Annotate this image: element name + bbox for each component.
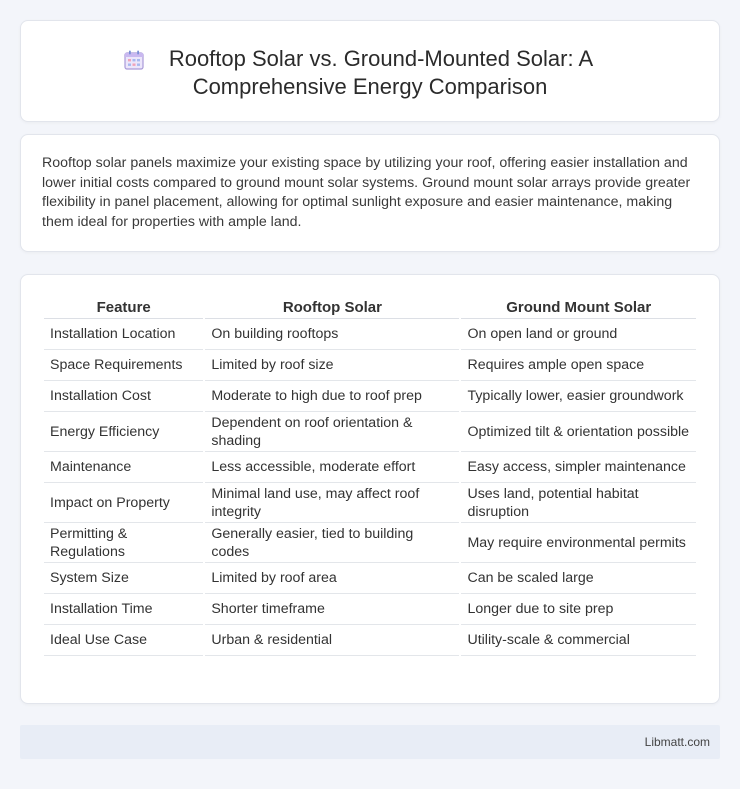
- feature-cell: Impact on Property: [44, 483, 203, 523]
- table-row: [44, 523, 696, 563]
- footer-brand-link[interactable]: Libmatt.com: [644, 735, 710, 749]
- intro-card: [20, 134, 720, 252]
- rooftop-cell: Generally easier, tied to building codes: [205, 523, 459, 563]
- header-ground-mount-solar: Ground Mount Solar: [461, 293, 696, 319]
- table-row: [44, 483, 696, 523]
- ground-mount-cell: May require environmental permits: [461, 523, 696, 563]
- ground-mount-cell: Uses land, potential habitat disruption: [461, 483, 696, 523]
- page-title: [21, 45, 719, 101]
- feature-cell: Installation Location: [44, 319, 203, 350]
- page-title-line-1: Rooftop Solar vs. Ground-Mounted Solar: A: [168, 46, 594, 71]
- feature-cell: Permitting & Regulations: [44, 523, 203, 563]
- rooftop-cell: Limited by roof area: [205, 563, 459, 594]
- ground-mount-cell: Utility-scale & commercial: [461, 625, 696, 656]
- footer-bar: [20, 725, 720, 759]
- table-row: [44, 350, 696, 381]
- rooftop-cell: Limited by roof size: [205, 350, 459, 381]
- intro-paragraph: Rooftop solar panels maximize your existing space by utilizing your roof, offering easier installation and lower initial costs compared to ground mount solar systems. Ground mount solar arrays provide greater flexibility in panel placement, allowing for optimal sunlight exposure and easier maintenance, making them ideal for properties with ample land.: [42, 155, 691, 230]
- ground-mount-cell: Can be scaled large: [461, 563, 696, 594]
- table-row: [44, 381, 696, 412]
- rooftop-cell: Dependent on roof orientation & shading: [205, 412, 459, 452]
- rooftop-cell: Minimal land use, may affect roof integrity: [205, 483, 459, 523]
- table-row: [44, 412, 696, 452]
- title-card: [20, 20, 720, 122]
- rooftop-cell: Less accessible, moderate effort: [205, 452, 459, 483]
- table-row: [44, 452, 696, 483]
- feature-cell: Maintenance: [44, 452, 203, 483]
- rooftop-cell: Shorter timeframe: [205, 594, 459, 625]
- rooftop-cell: Urban & residential: [205, 625, 459, 656]
- feature-cell: Ideal Use Case: [44, 625, 203, 656]
- header-rooftop-solar: Rooftop Solar: [205, 293, 459, 319]
- feature-cell: Space Requirements: [44, 350, 203, 381]
- page-title-line-2: Comprehensive Energy Comparison: [192, 74, 548, 99]
- ground-mount-cell: On open land or ground: [461, 319, 696, 350]
- ground-mount-cell: Longer due to site prep: [461, 594, 696, 625]
- ground-mount-cell: Typically lower, easier groundwork: [461, 381, 696, 412]
- comparison-table: [42, 293, 698, 656]
- table-row: [44, 319, 696, 350]
- feature-cell: Energy Efficiency: [44, 412, 203, 452]
- rooftop-cell: Moderate to high due to roof prep: [205, 381, 459, 412]
- feature-cell: Installation Cost: [44, 381, 203, 412]
- feature-cell: Installation Time: [44, 594, 203, 625]
- table-row: [44, 563, 696, 594]
- header-feature: Feature: [44, 293, 203, 319]
- table-header-row: [44, 293, 696, 319]
- comparison-table-card: [20, 274, 720, 704]
- ground-mount-cell: Optimized tilt & orientation possible: [461, 412, 696, 452]
- ground-mount-cell: Easy access, simpler maintenance: [461, 452, 696, 483]
- table-row: [44, 625, 696, 656]
- table-row: [44, 594, 696, 625]
- ground-mount-cell: Requires ample open space: [461, 350, 696, 381]
- feature-cell: System Size: [44, 563, 203, 594]
- rooftop-cell: On building rooftops: [205, 319, 459, 350]
